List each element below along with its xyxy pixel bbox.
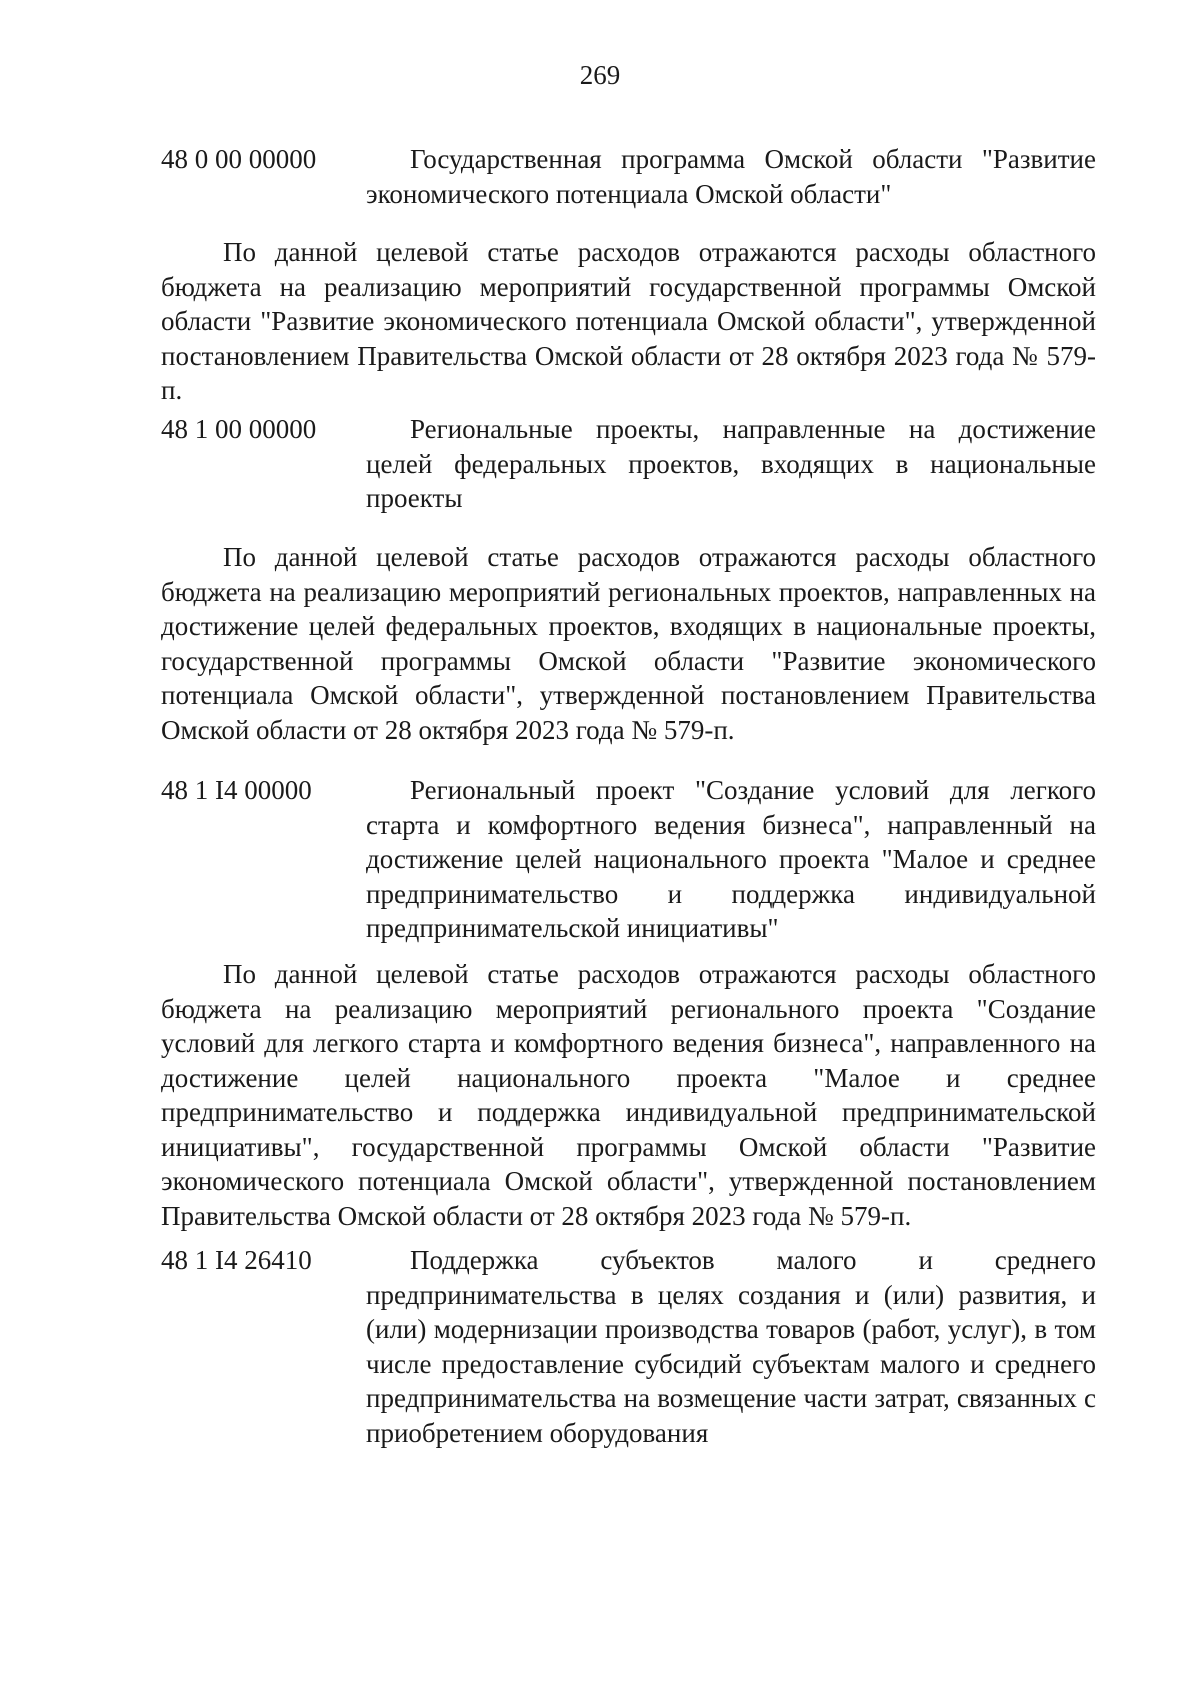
section-description: По данной целевой статье расходов отражаются расходы областного бюджета на реализацию мероприятий регионального проекта "Создание условий для легкого старта и комфортного ведения бизнеса", направленного на достижение целей национального проекта "Малое и среднее предпринимательство и поддержка индивидуальной предпринимательской инициативы", государственной программы Омской области "Развитие экономического потенциала Омской области", утвержденной постановлением Правительства Омской области от 28 октября 2023 года № 579-п. xyxy=(161,959,1096,1231)
budget-code: 48 1 I4 00000 xyxy=(161,775,312,805)
section-title: Государственная программа Омской области "Развитие экономического потенциала Омской области" xyxy=(366,144,1096,209)
page-number: 269 xyxy=(579,60,621,90)
budget-code: 48 0 00 00000 xyxy=(161,144,317,174)
budget-code: 48 1 00 00000 xyxy=(161,414,317,444)
section-title: Региональные проекты, направленные на достижение целей федеральных проектов, входящих в национальные проекты xyxy=(366,414,1096,513)
section-description: По данной целевой статье расходов отражаются расходы областного бюджета на реализацию мероприятий государственной программы Омской области "Развитие экономического потенциала Омской области", утвержденной постановлением Правительства Омской области от 28 октября 2023 года № 579-п. xyxy=(161,237,1096,405)
section-title: Поддержка субъектов малого и среднего предпринимательства в целях создания и (или) развития, и (или) модернизации производства товаров (работ, услуг), в том числе предоставление субсидий субъектам малого и среднего предпринимательства на возмещение части затрат, связанных с приобретением оборудования xyxy=(366,1245,1096,1448)
section-title: Региональный проект "Создание условий для легкого старта и комфортного ведения бизнеса", направленный на достижение целей национального проекта "Малое и среднее предпринимательство и поддержка индивидуальной предпринимательской инициативы" xyxy=(366,775,1096,943)
section-description: По данной целевой статье расходов отражаются расходы областного бюджета на реализацию мероприятий региональных проектов, направленных на достижение целей федеральных проектов, входящих в национальные проекты, государственной программы Омской области "Развитие экономического потенциала Омской области", утвержденной постановлением Правительства Омской области от 28 октября 2023 года № 579-п. xyxy=(161,542,1096,745)
budget-code: 48 1 I4 26410 xyxy=(161,1245,312,1275)
